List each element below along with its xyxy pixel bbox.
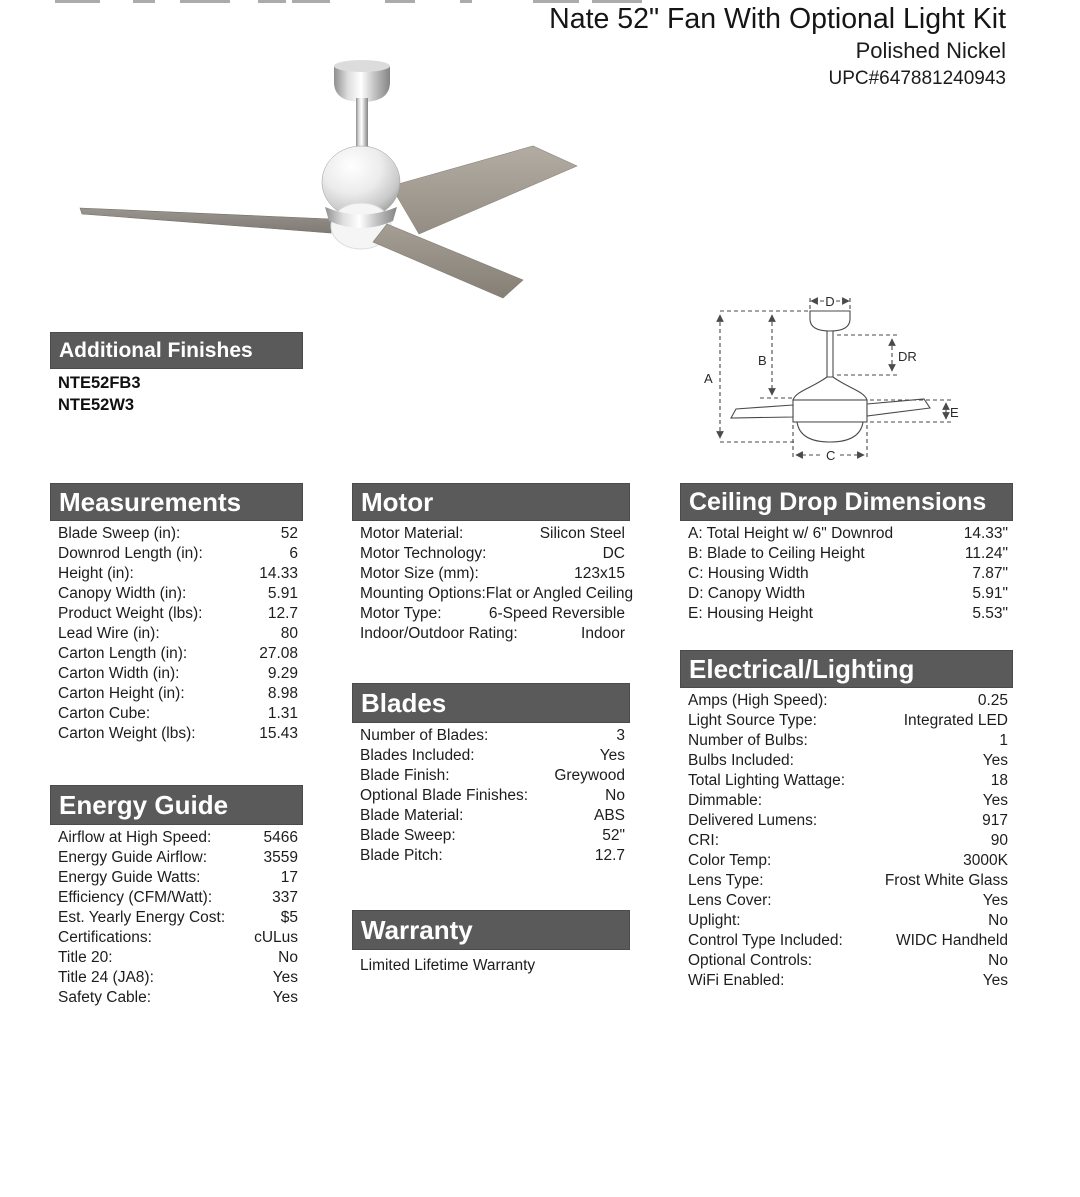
- spec-label: Blade Sweep (in):: [58, 525, 181, 542]
- spec-label: A: Total Height w/ 6" Downrod: [688, 525, 894, 542]
- spec-value: 5.91: [267, 585, 298, 602]
- spec-value: Yes: [599, 747, 625, 764]
- spec-label: Motor Technology:: [360, 545, 487, 562]
- spec-value: No: [605, 787, 625, 804]
- spec-value: Greywood: [554, 767, 625, 784]
- dimension-label-e: E: [950, 405, 959, 420]
- spec-label: Title 24 (JA8):: [58, 969, 154, 986]
- spec-label: C: Housing Width: [688, 565, 809, 582]
- spec-row: [352, 524, 630, 544]
- spec-label: Light Source Type:: [688, 712, 817, 729]
- spec-row: [680, 564, 1013, 584]
- diagram-blade-right: [867, 399, 930, 416]
- spec-row: [680, 691, 1013, 711]
- diagram-light-dome: [797, 422, 863, 442]
- spec-label: Bulbs Included:: [688, 752, 794, 769]
- spec-value: Yes: [272, 969, 298, 986]
- spec-label: Delivered Lumens:: [688, 812, 818, 829]
- spec-label: Motor Type:: [360, 605, 442, 622]
- spec-value: 123x15: [574, 565, 625, 582]
- product-title: Nate 52" Fan With Optional Light Kit: [549, 3, 1006, 35]
- electrical-rows: [680, 688, 1013, 991]
- spec-value: 5466: [263, 829, 298, 846]
- spec-row: [50, 524, 303, 544]
- cropped-text-artifact: [460, 0, 472, 3]
- spec-row: [680, 831, 1013, 851]
- cropped-text-artifact: [292, 0, 330, 3]
- spec-label: B: Blade to Ceiling Height: [688, 545, 865, 562]
- measurements-section: [50, 483, 303, 744]
- measurements-rows: [50, 521, 303, 744]
- spec-row: [50, 848, 303, 868]
- spec-label: Downrod Length (in):: [58, 545, 203, 562]
- spec-row: [680, 891, 1013, 911]
- spec-row: [680, 751, 1013, 771]
- spec-label: Efficiency (CFM/Watt):: [58, 889, 213, 906]
- dimension-label-c: C: [826, 448, 836, 463]
- cropped-text-artifact: [258, 0, 286, 3]
- spec-value: No: [988, 952, 1008, 969]
- blades-section: [352, 683, 630, 866]
- spec-label: Motor Material:: [360, 525, 464, 542]
- spec-label: Energy Guide Airflow:: [58, 849, 208, 866]
- spec-label: E: Housing Height: [688, 605, 813, 622]
- spec-value: No: [988, 912, 1008, 929]
- electrical-section: [680, 650, 1013, 991]
- spec-label: Safety Cable:: [58, 989, 152, 1006]
- spec-label: Optional Controls:: [688, 952, 813, 969]
- spec-value: Yes: [982, 792, 1008, 809]
- motor-rows: [352, 521, 634, 644]
- spec-value: 11.24": [964, 545, 1008, 562]
- spec-value: 3: [616, 727, 625, 744]
- additional-finishes-list: [50, 369, 303, 416]
- cropped-text-artifact: [133, 0, 155, 3]
- spec-value: Yes: [982, 892, 1008, 909]
- spec-value: 3000K: [963, 852, 1008, 869]
- ceiling-drop-header: Ceiling Drop Dimensions: [680, 483, 1013, 521]
- spec-value: 27.08: [259, 645, 298, 662]
- spec-value: 3559: [263, 849, 298, 866]
- warranty-header: Warranty: [352, 910, 630, 950]
- blades-header: Blades: [352, 683, 630, 723]
- cropped-text-artifact: [180, 0, 230, 3]
- spec-row: [50, 604, 303, 624]
- spec-value: 0.25: [977, 692, 1008, 709]
- fan-blade-right-lower: [373, 224, 523, 298]
- spec-value: Yes: [982, 752, 1008, 769]
- spec-row: [352, 604, 630, 624]
- spec-row: [352, 584, 634, 604]
- spec-row: [352, 544, 630, 564]
- spec-row: [680, 911, 1013, 931]
- spec-value: 1: [999, 732, 1008, 749]
- spec-label: Carton Weight (lbs):: [58, 725, 196, 742]
- spec-row: [50, 828, 303, 848]
- energy-guide-section: [50, 785, 303, 1008]
- spec-row: [680, 851, 1013, 871]
- spec-row: [50, 584, 303, 604]
- spec-label: Blade Finish:: [360, 767, 450, 784]
- spec-value: Silicon Steel: [539, 525, 625, 542]
- spec-row: [50, 868, 303, 888]
- spec-row: [50, 948, 303, 968]
- spec-value: 14.33: [259, 565, 298, 582]
- product-upc: UPC#647881240943: [828, 68, 1006, 89]
- spec-label: Dimmable:: [688, 792, 763, 809]
- spec-label: Carton Length (in):: [58, 645, 188, 662]
- warranty-section: [352, 910, 630, 976]
- fan-product-photo: [75, 52, 675, 302]
- product-finish: Polished Nickel: [855, 38, 1006, 63]
- spec-value: 337: [272, 889, 298, 906]
- spec-label: CRI:: [688, 832, 719, 849]
- spec-label: Color Temp:: [688, 852, 772, 869]
- spec-label: Optional Blade Finishes:: [360, 787, 529, 804]
- spec-row: [50, 908, 303, 928]
- spec-value: Flat or Angled Ceiling: [485, 585, 634, 602]
- warranty-text: Limited Lifetime Warranty: [360, 957, 536, 974]
- diagram-housing-band: [793, 400, 867, 422]
- spec-label: Title 20:: [58, 949, 113, 966]
- spec-value: Frost White Glass: [884, 872, 1008, 889]
- spec-value: 917: [982, 812, 1008, 829]
- spec-row: [50, 724, 303, 744]
- blades-rows: [352, 723, 630, 866]
- dimension-label-a: A: [704, 371, 713, 386]
- spec-label: Lens Cover:: [688, 892, 772, 909]
- spec-label: Blade Pitch:: [360, 847, 443, 864]
- spec-label: Certifications:: [58, 929, 152, 946]
- spec-row: [680, 544, 1013, 564]
- spec-row: [50, 624, 303, 644]
- spec-row: [50, 704, 303, 724]
- spec-row: [50, 664, 303, 684]
- spec-row: [50, 988, 303, 1008]
- spec-row: [50, 888, 303, 908]
- spec-label: Mounting Options:: [360, 585, 486, 602]
- spec-value: WIDC Handheld: [896, 932, 1008, 949]
- spec-value: ABS: [593, 807, 625, 824]
- spec-row: [680, 711, 1013, 731]
- spec-row: [50, 684, 303, 704]
- spec-label: Blade Material:: [360, 807, 464, 824]
- spec-label: Energy Guide Watts:: [58, 869, 201, 886]
- spec-value: $5: [280, 909, 298, 926]
- dimension-diagram: [700, 285, 970, 465]
- spec-row: [680, 951, 1013, 971]
- spec-value: DC: [602, 545, 625, 562]
- spec-row: [680, 791, 1013, 811]
- spec-value: 80: [280, 625, 298, 642]
- finish-item: NTE52W3: [58, 396, 135, 414]
- fan-blade-right-upper: [391, 146, 577, 234]
- spec-value: 5.53": [972, 605, 1008, 622]
- spec-value: 17: [280, 869, 298, 886]
- spec-value: 8.98: [267, 685, 298, 702]
- spec-row: [50, 564, 303, 584]
- spec-label: Number of Bulbs:: [688, 732, 808, 749]
- measurements-header: Measurements: [50, 483, 303, 521]
- spec-label: Blades Included:: [360, 747, 475, 764]
- spec-label: WiFi Enabled:: [688, 972, 785, 989]
- spec-label: Carton Cube:: [58, 705, 151, 722]
- spec-label: Lens Type:: [688, 872, 764, 889]
- spec-value: 12.7: [594, 847, 625, 864]
- spec-label: Carton Width (in):: [58, 665, 180, 682]
- spec-label: D: Canopy Width: [688, 585, 806, 602]
- fan-canopy-top: [334, 60, 390, 72]
- dimension-label-d: D: [825, 294, 835, 309]
- spec-label: Blade Sweep:: [360, 827, 456, 844]
- spec-row: [352, 624, 630, 644]
- spec-row: [680, 931, 1013, 951]
- spec-value: 7.87": [972, 565, 1008, 582]
- spec-row: [352, 806, 630, 826]
- spec-value: 5.91": [972, 585, 1008, 602]
- spec-label: Height (in):: [58, 565, 134, 582]
- spec-value: No: [278, 949, 298, 966]
- finish-item: NTE52FB3: [58, 374, 141, 392]
- spec-row: [680, 771, 1013, 791]
- spec-row: [50, 928, 303, 948]
- spec-label: Indoor/Outdoor Rating:: [360, 625, 518, 642]
- motor-section: [352, 483, 634, 644]
- spec-value: 18: [990, 772, 1008, 789]
- dimension-label-dr: DR: [898, 349, 917, 364]
- spec-value: Integrated LED: [903, 712, 1008, 729]
- spec-row: [680, 584, 1013, 604]
- dimension-label-b: B: [758, 353, 767, 368]
- spec-label: Product Weight (lbs):: [58, 605, 203, 622]
- spec-label: Control Type Included:: [688, 932, 843, 949]
- spec-label: Carton Height (in):: [58, 685, 185, 702]
- spec-label: Total Lighting Wattage:: [688, 772, 846, 789]
- spec-row: [680, 811, 1013, 831]
- spec-value: cULus: [254, 929, 298, 946]
- spec-label: Lead Wire (in):: [58, 625, 160, 642]
- electrical-header: Electrical/Lighting: [680, 650, 1013, 688]
- spec-value: 6-Speed Reversible: [488, 605, 625, 622]
- spec-value: 12.7: [267, 605, 298, 622]
- spec-row: [352, 786, 630, 806]
- spec-value: Yes: [272, 989, 298, 1006]
- spec-value: 1.31: [267, 705, 298, 722]
- spec-value: 9.29: [267, 665, 298, 682]
- ceiling-drop-section: [680, 483, 1013, 624]
- spec-row: [352, 726, 630, 746]
- spec-row: [680, 871, 1013, 891]
- spec-label: Airflow at High Speed:: [58, 829, 212, 846]
- spec-value: 15.43: [259, 725, 298, 742]
- spec-row: [352, 766, 630, 786]
- spec-row: [50, 644, 303, 664]
- ceiling-drop-rows: [680, 521, 1013, 624]
- spec-row: [352, 846, 630, 866]
- diagram-canopy: [810, 311, 850, 331]
- spec-row: [50, 968, 303, 988]
- spec-label: Number of Blades:: [360, 727, 489, 744]
- spec-value: 52: [280, 525, 298, 542]
- spec-value: 6: [289, 545, 298, 562]
- spec-value: 52": [602, 827, 625, 844]
- cropped-text-artifact: [385, 0, 415, 3]
- spec-value: Indoor: [581, 625, 625, 642]
- cropped-text-artifact: [55, 0, 100, 3]
- spec-row: [680, 604, 1013, 624]
- additional-finishes-header: Additional Finishes: [50, 332, 303, 369]
- spec-row: [680, 731, 1013, 751]
- diagram-blade-left: [731, 405, 793, 418]
- spec-label: Uplight:: [688, 912, 741, 929]
- diagram-housing: [793, 377, 867, 400]
- spec-row: [352, 746, 630, 766]
- energy-guide-rows: [50, 825, 303, 1008]
- spec-row: [352, 826, 630, 846]
- spec-row: [680, 524, 1013, 544]
- spec-label: Est. Yearly Energy Cost:: [58, 909, 226, 926]
- spec-row: [680, 971, 1013, 991]
- spec-label: Canopy Width (in):: [58, 585, 187, 602]
- spec-value: 90: [990, 832, 1008, 849]
- spec-value: Yes: [982, 972, 1008, 989]
- spec-label: Amps (High Speed):: [688, 692, 828, 709]
- spec-label: Motor Size (mm):: [360, 565, 479, 582]
- energy-guide-header: Energy Guide: [50, 785, 303, 825]
- spec-row: [352, 564, 630, 584]
- spec-row: [50, 544, 303, 564]
- fan-downrod: [356, 98, 368, 154]
- spec-value: 14.33": [963, 525, 1008, 542]
- fan-blade-left: [80, 208, 331, 233]
- motor-header: Motor: [352, 483, 630, 521]
- additional-finishes-section: [50, 332, 303, 416]
